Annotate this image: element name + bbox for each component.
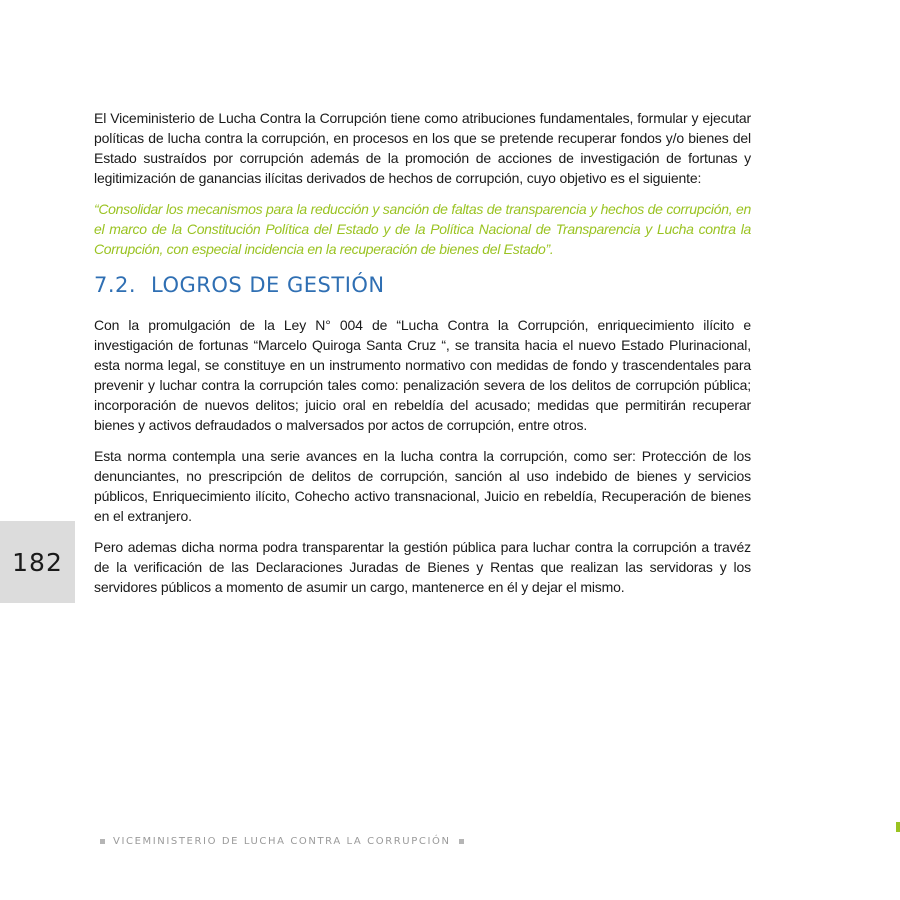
section-title: LOGROS DE GESTIÓN [151,273,385,297]
section-heading [94,273,751,297]
footer-text: VICEMINISTERIO DE LUCHA CONTRA LA CORRUPCIÓN [113,836,451,847]
page-number-tab [0,521,75,603]
objective-quote: “Consolidar los mecanismos para la reducción y sanción de faltas de transparencia y hechos de corrupción, en el marco de la Constitución Política del Estado y de la Política Nacional de Transparencia y Lucha contra la Corrupción, con especial incidencia en la recuperación de bienes del Estado”. [94,201,751,257]
body-paragraph-1: Con la promulgación de la Ley N° 004 de “Lucha Contra la Corrupción, enriquecimiento ilícito e investigación de fortunas “Marcelo Quiroga Santa Cruz “, se transita hacia el nuevo Estado Plurinacional, esta norma legal, se constituye en un instrumento normativo con medidas de fondo y trascendentales para prevenir y luchar contra la corrupción tales como: penalización severa de los delitos de corrupción pública; incorporación de nuevos delitos; juicio oral en rebeldía del acusado; medidas que permitirán recuperar bienes y activos defraudados o malversados por actos de corrupción, entre otros. [94,317,751,433]
running-footer [92,836,472,847]
footer-bullet-icon [100,839,105,844]
page-content [94,108,751,608]
page-number: 182 [12,547,63,577]
edge-color-mark [896,822,900,832]
section-number: 7.2. [94,273,137,297]
body-paragraph-2: Esta norma contempla una serie avances en la lucha contra la corrupción, como ser: Protección de los denunciantes, no prescripción de delitos de corrupción, sanción al uso indebido de bienes y servicios públicos, Enriquecimiento ilícito, Cohecho activo transnacional, Juicio en rebeldía, Recuperación de bienes en el extranjero. [94,448,751,524]
body-paragraph-3: Pero ademas dicha norma podra transparentar la gestión pública para luchar contra la corrupción a travéz de la verificación de las Declaraciones Juradas de Bienes y Rentas que realizan las servidoras y los servidores públicos a momento de asumir un cargo, mantenerce en él y dejar el mismo. [94,539,751,595]
intro-paragraph: El Viceministerio de Lucha Contra la Corrupción tiene como atribuciones fundamentales, formular y ejecutar políticas de lucha contra la corrupción, en procesos en los que se pretende recuperar fondos y/o bienes del Estado sustraídos por corrupción además de la promoción de acciones de investigación de fortunas y legitimización de ganancias ilícitas derivados de hechos de corrupción, cuyo objetivo es el siguiente: [94,110,751,186]
footer-bullet-icon [459,839,464,844]
